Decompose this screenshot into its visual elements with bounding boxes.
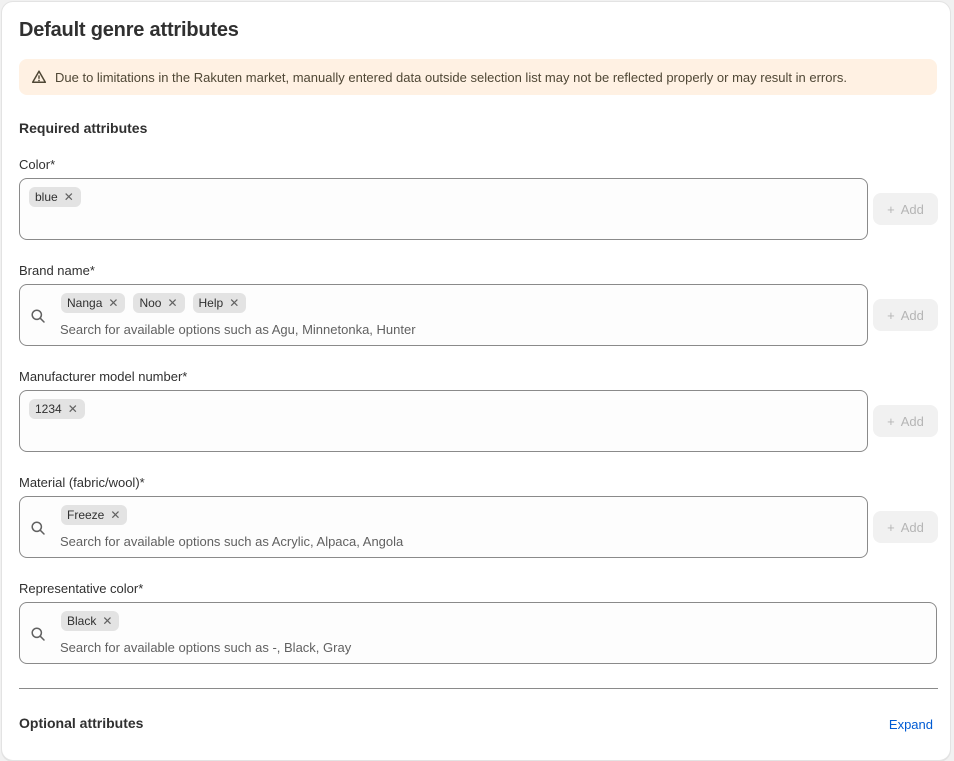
search-icon — [30, 308, 46, 324]
representative-color-label: Representative color* — [19, 581, 144, 596]
remove-tag-icon[interactable]: ✕ — [108, 296, 119, 310]
warning-text: Due to limitations in the Rakuten market, manually entered data outside selection list may not be reflected properly or may result in errors. — [55, 69, 847, 85]
tag: Black ✕ — [61, 611, 119, 631]
required-attributes-heading: Required attributes — [19, 120, 148, 136]
model-number-input[interactable] — [19, 390, 868, 452]
model-number-label: Manufacturer model number* — [19, 369, 188, 384]
remove-tag-icon[interactable]: ✕ — [110, 508, 121, 522]
tag: Help ✕ — [193, 293, 247, 313]
model-number-tags — [29, 399, 85, 419]
tag: 1234 ✕ — [29, 399, 85, 419]
material-label: Material (fabric/wool)* — [19, 475, 145, 490]
color-tags — [29, 187, 81, 207]
remove-tag-icon[interactable]: ✕ — [167, 296, 178, 310]
material-input[interactable] — [19, 496, 868, 558]
representative-color-tags — [61, 611, 119, 631]
search-icon — [30, 626, 46, 642]
tag: Noo ✕ — [133, 293, 184, 313]
warning-banner — [19, 59, 937, 95]
brand-name-tags — [61, 293, 246, 313]
plus-icon: + — [887, 307, 895, 323]
material-tags — [61, 505, 127, 525]
color-input[interactable] — [19, 178, 868, 240]
brand-name-label: Brand name* — [19, 263, 95, 278]
plus-icon: + — [887, 413, 895, 429]
remove-tag-icon[interactable]: ✕ — [63, 190, 74, 204]
tag: Freeze ✕ — [61, 505, 127, 525]
plus-icon: + — [887, 201, 895, 217]
optional-attributes-heading: Optional attributes — [19, 715, 144, 731]
warning-icon — [31, 69, 47, 85]
remove-tag-icon[interactable]: ✕ — [102, 614, 113, 628]
material-add-button[interactable]: + Add — [873, 511, 938, 543]
tag: blue ✕ — [29, 187, 81, 207]
brand-name-add-button[interactable]: + Add — [873, 299, 938, 331]
brand-name-placeholder: Search for available options such as Agu, Minnetonka, Hunter — [60, 322, 416, 337]
search-icon — [30, 520, 46, 536]
plus-icon: + — [887, 519, 895, 535]
remove-tag-icon[interactable]: ✕ — [67, 402, 78, 416]
material-placeholder: Search for available options such as Acrylic, Alpaca, Angola — [60, 534, 404, 549]
representative-color-placeholder: Search for available options such as -, Black, Gray — [60, 640, 352, 655]
attributes-card — [1, 1, 951, 761]
tag: Nanga ✕ — [61, 293, 125, 313]
page-title: Default genre attributes — [19, 19, 239, 41]
color-label: Color* — [19, 157, 56, 172]
representative-color-input[interactable] — [19, 602, 937, 664]
section-divider — [19, 688, 938, 689]
remove-tag-icon[interactable]: ✕ — [229, 296, 240, 310]
color-add-button[interactable]: + Add — [873, 193, 938, 225]
brand-name-input[interactable] — [19, 284, 868, 346]
expand-link[interactable]: Expand — [888, 717, 933, 732]
model-number-add-button[interactable]: + Add — [873, 405, 938, 437]
